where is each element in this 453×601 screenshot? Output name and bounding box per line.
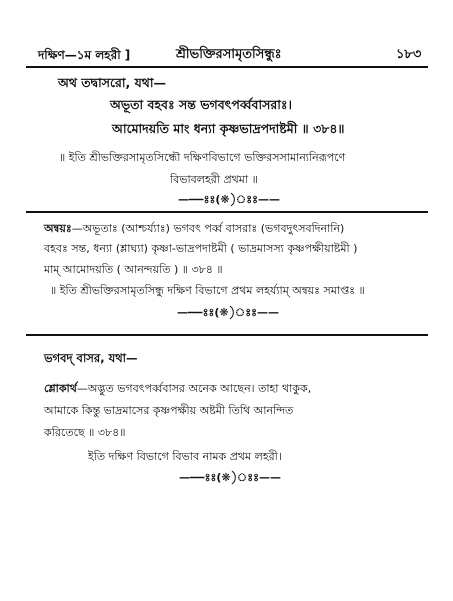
translation-label: শ্লোকার্থ [44,382,77,395]
header-rule [26,66,428,68]
running-header-section: দক্ষিণ—১ম লহরী ] [38,48,131,62]
gloss-line-1 [44,220,344,239]
translation-intro: ভগবদ্ বাসর, যথা— [44,351,138,365]
chapter-closing: ইতি দক্ষিণ বিভাগে বিভাব নামক প্রথম লহরী। [88,450,282,463]
running-header-title: শ্রীভক্তিরসামৃতসিন্ধুঃ [176,47,282,62]
translation-line-1 [44,380,311,399]
gloss-line-3: মাম্ আমোদয়তি ( আনন্দয়তি ) ॥ ৩৮৪ ॥ [44,263,223,276]
translation-line-2: আমাকে কিন্তু ভাদ্রমাসের কৃষ্ণপক্ষীয় অষ্টমী তিথি আনন্দিত [44,404,294,417]
translation-line-1-text: —অদ্ভুত ভগবৎপর্ব্ববাসর অনেক আছেন। তাহা থাকুক, [76,382,312,395]
verse-intro: অথ তদ্বাসরো, যথা— [58,75,167,90]
page-number: ১৮৩ [396,47,422,62]
section-ornament: ——ঃঃ(❋)ঃঃ—— [179,471,281,484]
colophon-line-1: ॥ ইতি শ্রীভক্তিরসামৃতসিন্ধৌ দক্ষিণবিভাগে ভক্তিরসসামান্যনিরূপণে [59,151,346,164]
section-rule [26,211,428,213]
section-rule [26,334,428,336]
verse-line-1: অভূতা বহবঃ সন্ত ভগবৎপর্ব্ববাসরাঃ। [110,97,292,112]
colophon-line-2: বিভাবলহরী প্রথমা ॥ [170,173,258,186]
gloss-line-2: বহবঃ সন্ত, ধন্যা (শ্লাঘ্যা) কৃষ্ণা-ভাদ্রপদাষ্টমী ( ভাদ্রমাসস্য কৃষ্ণপক্ষীয়াষ্টমী ) [44,242,358,255]
gloss-label: অন্বয়ঃ [44,222,72,235]
verse-line-2: আমোদয়তি মাং ধন্যা কৃষ্ণভাদ্রপদাষ্টমী ॥ ৩৮৪॥ [112,121,345,136]
translation-line-3: করিতেছে ॥ ৩৮৪॥ [44,426,126,439]
gloss-colophon: ॥ ইতি শ্রীভক্তিরসামৃতসিন্ধু দক্ষিণ বিভাগে প্রথম লহর্য্যাম্ অন্বয়ঃ সমাপ্তঃ ॥ [50,284,365,297]
section-ornament: ——ঃঃ(❋)ঃঃ—— [177,306,279,319]
section-ornament: ——ঃঃ(❋)ঃঃ—— [178,193,280,206]
gloss-line-1-text: —অভূতাঃ (আশ্চর্য্যাঃ) ভগবৎ পর্ব্ব বাসরাঃ (ভগবদুৎসবদিনানি) [71,222,345,235]
